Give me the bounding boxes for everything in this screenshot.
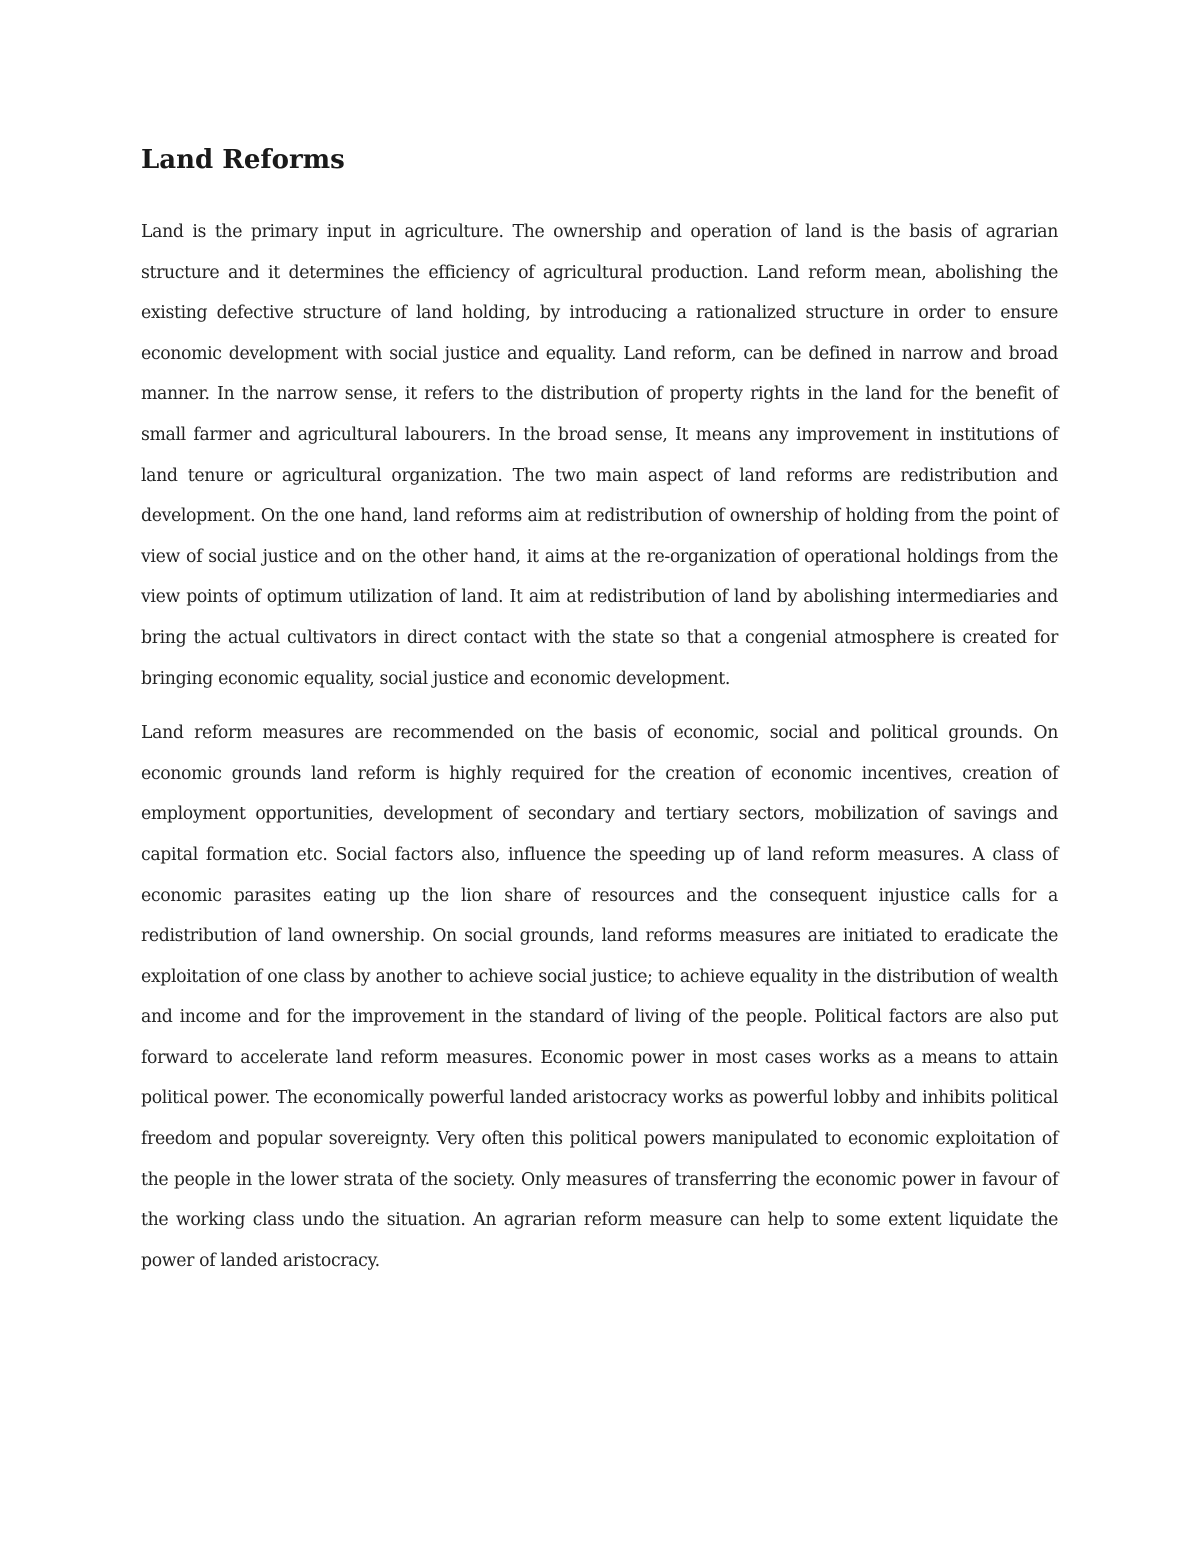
document-title: Land Reforms — [141, 145, 345, 175]
paragraph-land-reform-grounds: Land reform measures are recommended on the basis of economic, social and political grounds. On economic grounds land reform is highly required for the creation of economic incentives, creation of employment opportunities, development of secondary and tertiary sectors, mobilization of savings and capital formation etc. Social factors also, influence the speeding up of land reform measures. A class of economic parasites eating up the lion share of resources and the consequent injustice calls for a redistribution of land ownership. On social grounds, land reforms measures are initiated to eradicate the exploitation of one class by another to achieve social justice; to achieve equality in the distribution of wealth and income and for the improvement in the standard of living of the people. Political factors are also put forward to accelerate land reform measures. Economic power in most cases works as a means to attain political power. The economically powerful landed aristocracy works as powerful lobby and inhibits political freedom and popular sovereignty. Very often this political powers manipulated to economic exploitation of the people in the lower strata of the society. Only measures of transferring the economic power in favour of the working class undo the situation. An agrarian reform measure can help to some extent liquidate the power of landed aristocracy. — [141, 723, 1058, 1271]
paragraph-land-definition: Land is the primary input in agriculture. The ownership and operation of land is the basis of agrarian structure and it determines the efficiency of agricultural production. Land reform mean, abolishing the existing defective structure of land holding, by introducing a rationalized structure in order to ensure economic development with social justice and equality. Land reform, can be defined in narrow and broad manner. In the narrow sense, it refers to the distribution of property rights in the land for the benefit of small farmer and agricultural labourers. In the broad sense, It means any improvement in institutions of land tenure or agricultural organization. The two main aspect of land reforms are redistribution and development. On the one hand, land reforms aim at redistribution of ownership of holding from the point of view of social justice and on the other hand, it aims at the re-organization of operational holdings from the view points of optimum utilization of land. It aim at redistribution of land by abolishing intermediaries and bring the actual cultivators in direct contact with the state so that a congenial atmosphere is created for bringing economic equality, social justice and economic development. — [141, 222, 1058, 689]
document-body — [141, 138, 1058, 1295]
